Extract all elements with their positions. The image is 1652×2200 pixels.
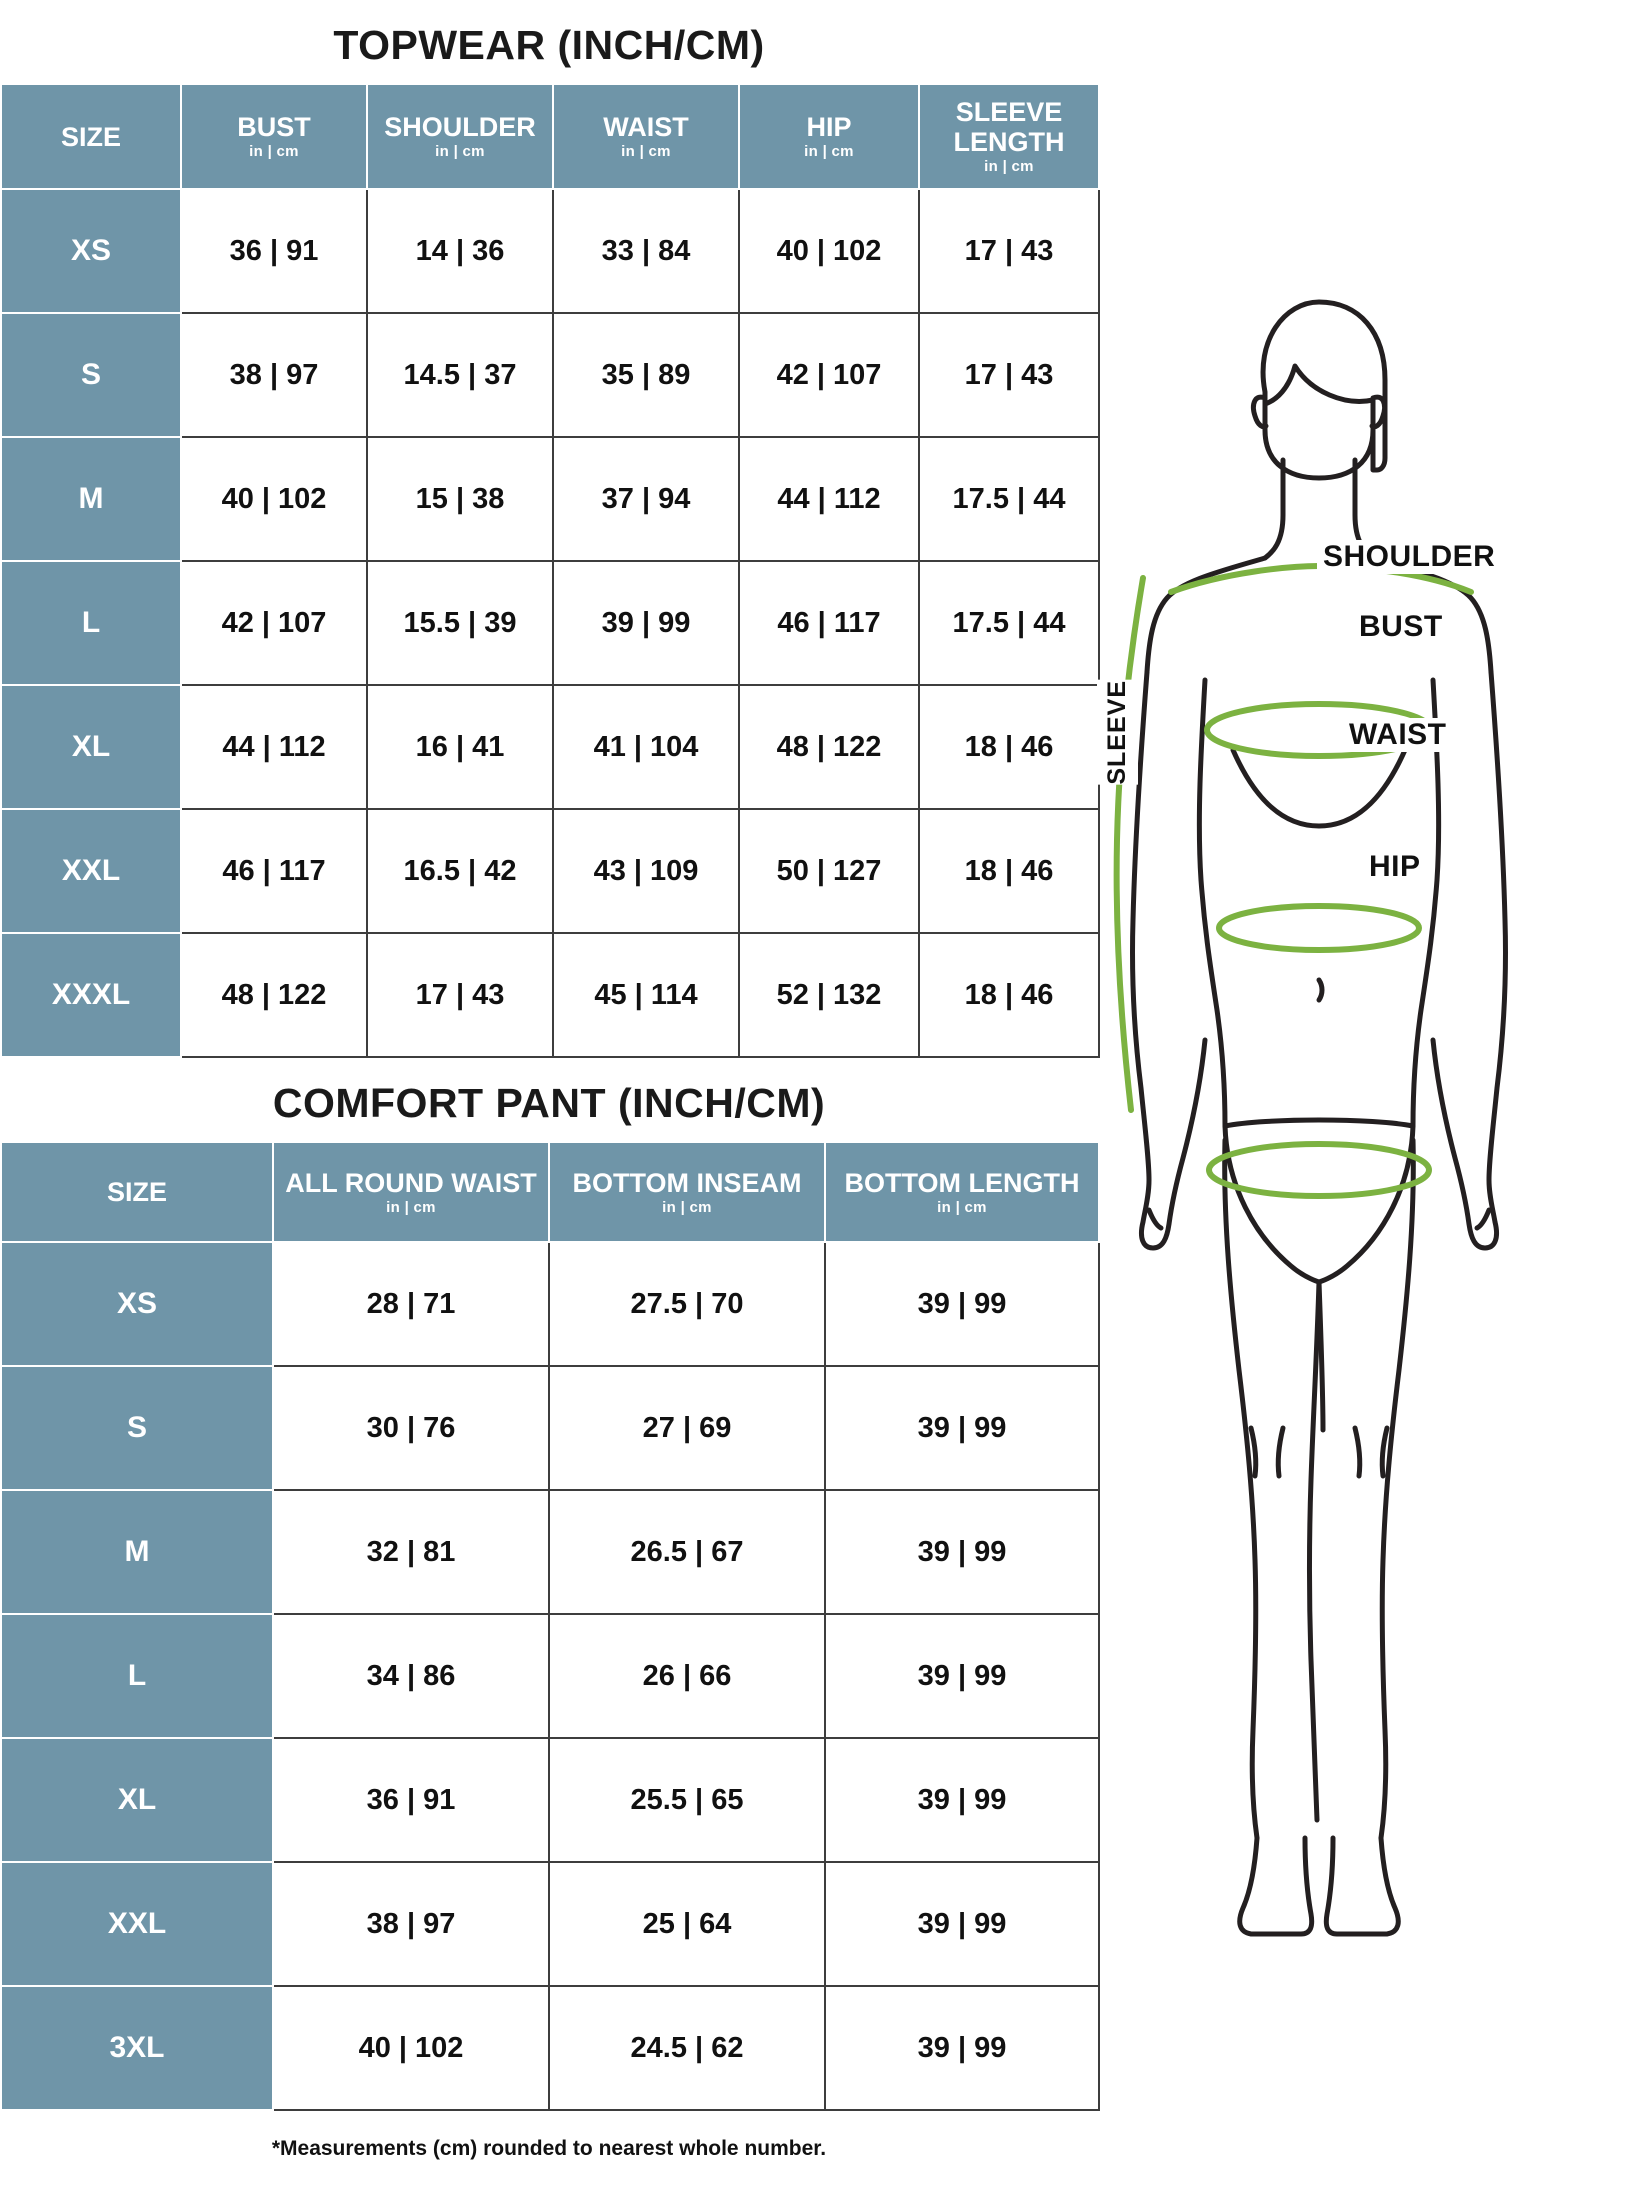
table-row bbox=[1, 437, 1099, 561]
cell-bottom-inseam: 27 | 69 bbox=[549, 1366, 825, 1490]
cell-size: M bbox=[1, 1490, 273, 1614]
cell-bottom-inseam: 25 | 64 bbox=[549, 1862, 825, 1986]
column-header-waist bbox=[553, 84, 739, 189]
cell-bottom-length: 39 | 99 bbox=[825, 1366, 1099, 1490]
table-row bbox=[1, 1366, 1099, 1490]
cell-bottom-inseam: 27.5 | 70 bbox=[549, 1242, 825, 1366]
measurement-footnote: *Measurements (cm) rounded to nearest whole number. bbox=[271, 2137, 827, 2161]
cell-all-round-waist: 30 | 76 bbox=[273, 1366, 549, 1490]
label-hip: HIP bbox=[1363, 850, 1427, 884]
waist-measure-line bbox=[1219, 906, 1419, 950]
cell-bottom-inseam: 26.5 | 67 bbox=[549, 1490, 825, 1614]
label-sleeve: SLEEVE bbox=[1097, 680, 1138, 785]
cell-size: XL bbox=[1, 1738, 273, 1862]
table-header-row bbox=[1, 1142, 1099, 1242]
header-label: SIZE bbox=[106, 1177, 167, 1208]
column-header-bust bbox=[181, 84, 367, 189]
header-unit: in | cm bbox=[435, 143, 485, 161]
cell-waist: 39 | 99 bbox=[553, 561, 739, 685]
header-label: WAIST bbox=[603, 112, 689, 143]
cell-size: XL bbox=[1, 685, 181, 809]
cell-shoulder: 17 | 43 bbox=[367, 933, 553, 1057]
cell-shoulder: 15 | 38 bbox=[367, 437, 553, 561]
cell-size: S bbox=[1, 1366, 273, 1490]
cell-bust: 40 | 102 bbox=[181, 437, 367, 561]
header-unit: in | cm bbox=[621, 143, 671, 161]
cell-bottom-length: 39 | 99 bbox=[825, 1614, 1099, 1738]
column-header-size bbox=[1, 1142, 273, 1242]
header-unit: in | cm bbox=[984, 158, 1034, 176]
cell-sleeve: 17 | 43 bbox=[919, 189, 1099, 313]
column-header-bottom-length bbox=[825, 1142, 1099, 1242]
cell-all-round-waist: 40 | 102 bbox=[273, 1986, 549, 2110]
table-row bbox=[1, 1986, 1099, 2110]
column-header-all-round-waist bbox=[273, 1142, 549, 1242]
cell-size: XXL bbox=[1, 809, 181, 933]
cell-all-round-waist: 32 | 81 bbox=[273, 1490, 549, 1614]
cell-shoulder: 14.5 | 37 bbox=[367, 313, 553, 437]
header-label: BOTTOM INSEAM bbox=[572, 1167, 802, 1198]
cell-size: S bbox=[1, 313, 181, 437]
table-row bbox=[1, 1242, 1099, 1366]
header-label: BOTTOM LENGTH bbox=[844, 1167, 1080, 1198]
cell-bottom-inseam: 24.5 | 62 bbox=[549, 1986, 825, 2110]
sleeve-measure-line bbox=[1117, 578, 1143, 1110]
header-unit: in | cm bbox=[804, 143, 854, 161]
cell-hip: 50 | 127 bbox=[739, 809, 919, 933]
table-row bbox=[1, 189, 1099, 313]
cell-waist: 35 | 89 bbox=[553, 313, 739, 437]
cell-size: XS bbox=[1, 189, 181, 313]
cell-waist: 43 | 109 bbox=[553, 809, 739, 933]
cell-bust: 38 | 97 bbox=[181, 313, 367, 437]
label-bust: BUST bbox=[1353, 610, 1449, 644]
cell-bottom-length: 39 | 99 bbox=[825, 1986, 1099, 2110]
column-header-hip bbox=[739, 84, 919, 189]
cell-all-round-waist: 38 | 97 bbox=[273, 1862, 549, 1986]
header-label: HIP bbox=[806, 112, 852, 143]
cell-bottom-length: 39 | 99 bbox=[825, 1242, 1099, 1366]
cell-sleeve: 18 | 46 bbox=[919, 685, 1099, 809]
label-waist: WAIST bbox=[1343, 718, 1453, 752]
cell-bust: 44 | 112 bbox=[181, 685, 367, 809]
table-row bbox=[1, 933, 1099, 1057]
header-unit: in | cm bbox=[249, 143, 299, 161]
cell-size: L bbox=[1, 561, 181, 685]
label-shoulder: SHOULDER bbox=[1317, 540, 1501, 574]
cell-bottom-inseam: 26 | 66 bbox=[549, 1614, 825, 1738]
cell-shoulder: 15.5 | 39 bbox=[367, 561, 553, 685]
cell-hip: 52 | 132 bbox=[739, 933, 919, 1057]
column-header-bottom-inseam bbox=[549, 1142, 825, 1242]
cell-hip: 46 | 117 bbox=[739, 561, 919, 685]
table-row bbox=[1, 1490, 1099, 1614]
header-label: SHOULDER bbox=[384, 112, 536, 143]
cell-waist: 41 | 104 bbox=[553, 685, 739, 809]
header-label: SIZE bbox=[60, 121, 121, 152]
column-header-size bbox=[1, 84, 181, 189]
table-row bbox=[1, 685, 1099, 809]
table-row bbox=[1, 1862, 1099, 1986]
cell-sleeve: 18 | 46 bbox=[919, 933, 1099, 1057]
cell-waist: 45 | 114 bbox=[553, 933, 739, 1057]
cell-hip: 40 | 102 bbox=[739, 189, 919, 313]
cell-all-round-waist: 34 | 86 bbox=[273, 1614, 549, 1738]
header-unit: in | cm bbox=[386, 1198, 436, 1216]
cell-bust: 46 | 117 bbox=[181, 809, 367, 933]
cell-waist: 33 | 84 bbox=[553, 189, 739, 313]
cell-bust: 48 | 122 bbox=[181, 933, 367, 1057]
cell-bust: 42 | 107 bbox=[181, 561, 367, 685]
hip-measure-line bbox=[1209, 1144, 1429, 1196]
pant-title: COMFORT PANT (INCH/CM) bbox=[272, 1080, 826, 1127]
cell-size: XS bbox=[1, 1242, 273, 1366]
header-label: SLEEVE LENGTH bbox=[953, 97, 1065, 158]
cell-bottom-inseam: 25.5 | 65 bbox=[549, 1738, 825, 1862]
cell-shoulder: 14 | 36 bbox=[367, 189, 553, 313]
cell-waist: 37 | 94 bbox=[553, 437, 739, 561]
table-row bbox=[1, 1738, 1099, 1862]
cell-size: XXL bbox=[1, 1862, 273, 1986]
header-label: ALL ROUND WAIST bbox=[285, 1167, 537, 1198]
table-row bbox=[1, 1614, 1099, 1738]
cell-hip: 48 | 122 bbox=[739, 685, 919, 809]
column-header-shoulder bbox=[367, 84, 553, 189]
cell-shoulder: 16 | 41 bbox=[367, 685, 553, 809]
cell-hip: 44 | 112 bbox=[739, 437, 919, 561]
cell-hip: 42 | 107 bbox=[739, 313, 919, 437]
cell-sleeve: 17.5 | 44 bbox=[919, 561, 1099, 685]
comfort-pant-table bbox=[0, 1141, 1100, 2111]
cell-shoulder: 16.5 | 42 bbox=[367, 809, 553, 933]
header-label: BUST bbox=[237, 112, 311, 143]
cell-bottom-length: 39 | 99 bbox=[825, 1862, 1099, 1986]
topwear-table bbox=[0, 83, 1100, 1058]
cell-bottom-length: 39 | 99 bbox=[825, 1738, 1099, 1862]
column-header-sleeve-length bbox=[919, 84, 1099, 189]
header-unit: in | cm bbox=[662, 1198, 712, 1216]
cell-sleeve: 18 | 46 bbox=[919, 809, 1099, 933]
female-body-diagram bbox=[1105, 280, 1645, 1980]
cell-sleeve: 17.5 | 44 bbox=[919, 437, 1099, 561]
cell-bust: 36 | 91 bbox=[181, 189, 367, 313]
header-unit: in | cm bbox=[937, 1198, 987, 1216]
cell-size: XXXL bbox=[1, 933, 181, 1057]
cell-size: L bbox=[1, 1614, 273, 1738]
body-figure bbox=[1105, 280, 1645, 1980]
table-row bbox=[1, 313, 1099, 437]
topwear-title: TOPWEAR (INCH/CM) bbox=[333, 22, 765, 68]
table-row bbox=[1, 809, 1099, 933]
cell-all-round-waist: 28 | 71 bbox=[273, 1242, 549, 1366]
table-header-row bbox=[1, 84, 1099, 189]
cell-bottom-length: 39 | 99 bbox=[825, 1490, 1099, 1614]
cell-size: 3XL bbox=[1, 1986, 273, 2110]
table-row bbox=[1, 561, 1099, 685]
cell-size: M bbox=[1, 437, 181, 561]
cell-sleeve: 17 | 43 bbox=[919, 313, 1099, 437]
cell-all-round-waist: 36 | 91 bbox=[273, 1738, 549, 1862]
